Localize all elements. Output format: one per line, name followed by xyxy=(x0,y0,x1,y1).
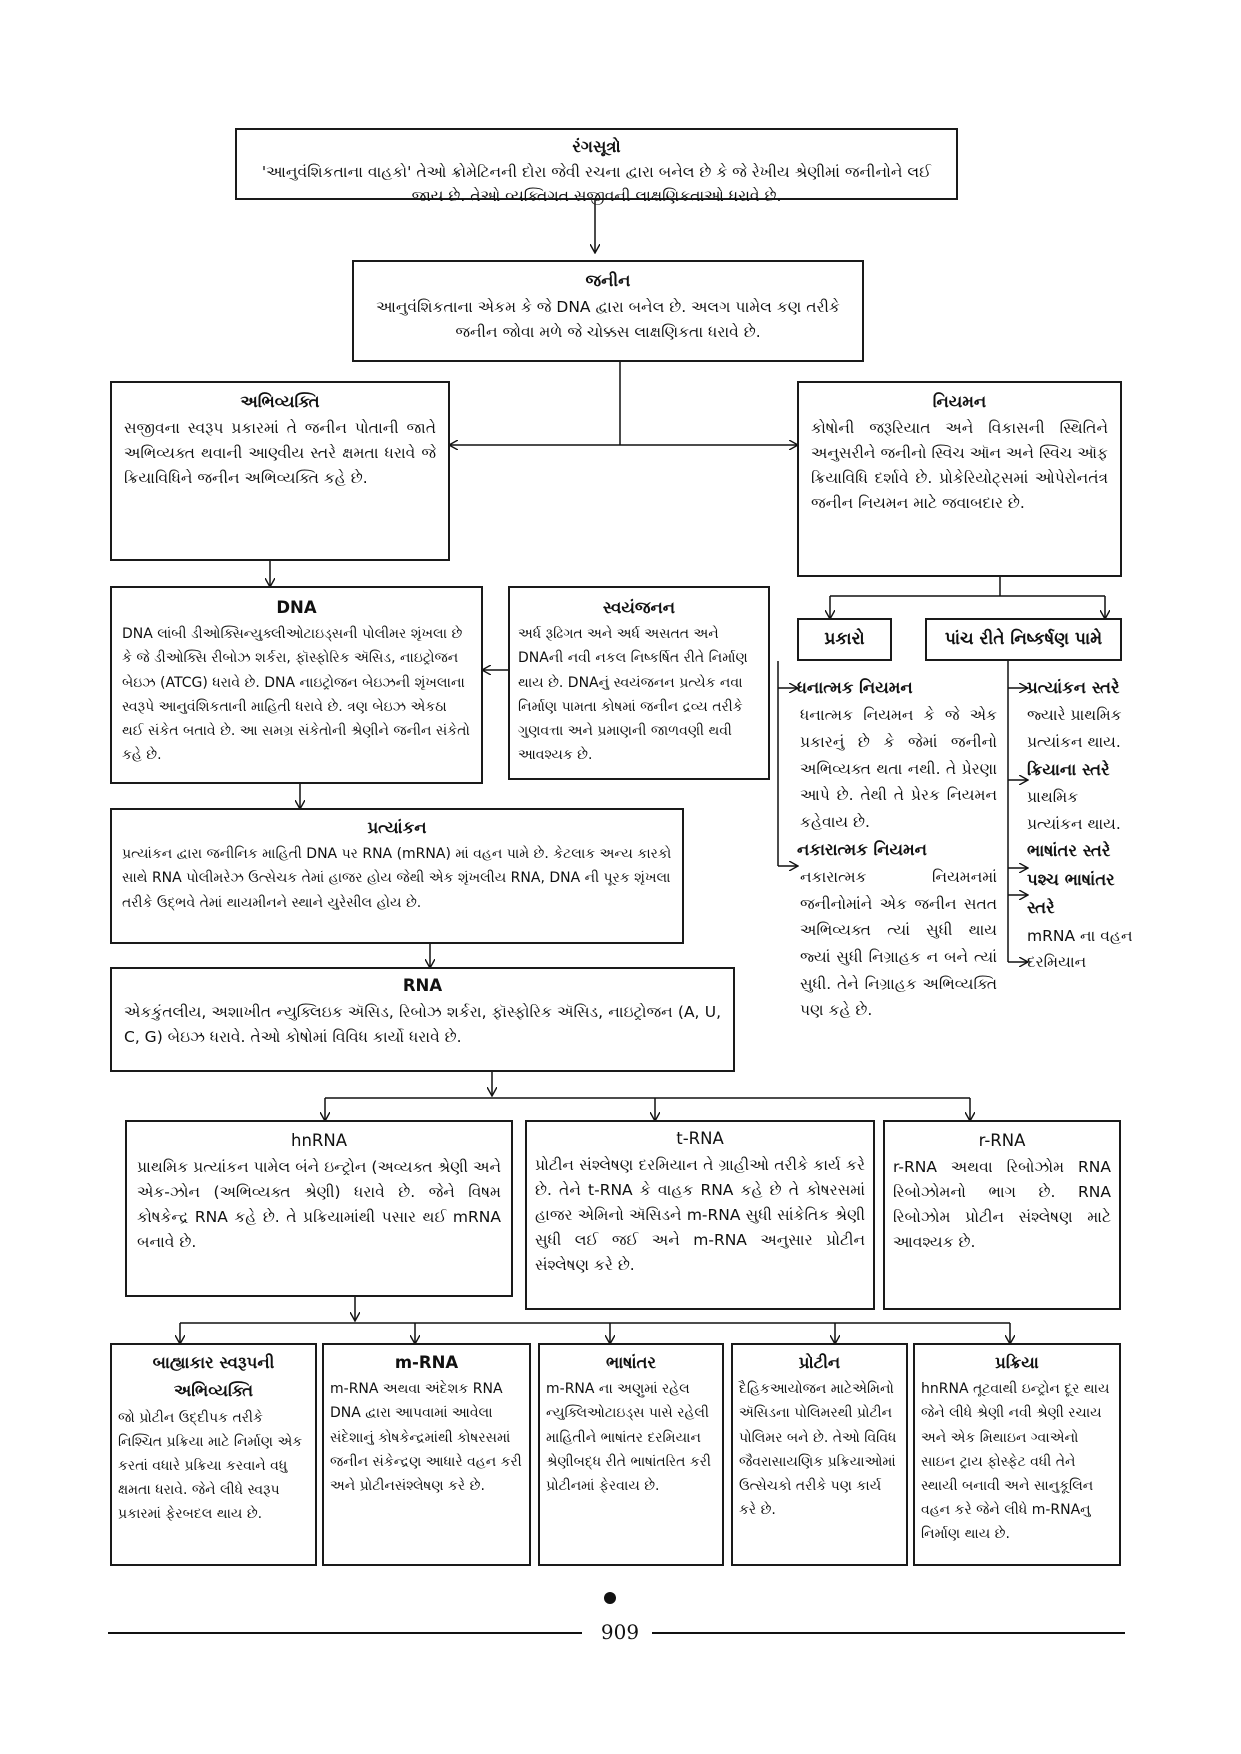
positive-regulation-text: ધનાત્મક નિયમન કે જે એક પ્રકારનું છે કે જેમાં જનીનો અભિવ્યક્ત થતા નથી. તે પ્રેરણા આપે છે. તેથી તે પ્રેરક નિયમન કહેવાય છે. xyxy=(800,706,997,831)
level-processing-text: પ્રાથમિક પ્રત્યાંકન થાય. xyxy=(1027,788,1121,833)
dna-title: DNA xyxy=(276,598,317,617)
trna-text: પ્રોટીન સંશ્લેષણ દરમિયાન તે ગ્રાહીઓ તરીકે કાર્ય કરે છે. તેને t-RNA કે વાહક RNA કહે છે તે કોષરસમાં હાજર એમિનો ઍસિડને m-RNA સુધી સાંકેતિક શ્રેણી સુધી લઈ જઈ અને m-RNA અનુસાર પ્રોટીન સંશ્લેષણ કરે છે. xyxy=(535,1155,865,1275)
replication-box xyxy=(508,586,770,780)
translation-title: ભાષાંતર xyxy=(606,1353,656,1372)
trna-box xyxy=(525,1120,875,1310)
hnrna-title: hnRNA xyxy=(290,1131,347,1150)
gene-box xyxy=(352,260,864,362)
positive-regulation-title: ધનાત્મક નિયમન xyxy=(797,678,913,697)
replication-text: અર્ધ રૂઢિગત અને અર્ધ અસતત અને DNAની નવી નકલ નિષ્કર્ષિત રીતે નિર્માણ થાય છે. DNAનું સ્વયંજનન પ્રત્યેક નવા નિર્માણ પામતા કોષમાં જનીન દ્રવ્ય તરીકે ગુણવત્તા અને પ્રમાણની જાળવણી થવી આવશ્યક છે. xyxy=(518,626,748,763)
level-mrna-transport-text: mRNA ના વહન દરમિયાન xyxy=(1027,926,1133,972)
five-ways-label-box xyxy=(925,618,1122,661)
processing-box xyxy=(913,1343,1121,1566)
regulation-text: કોષોની જરૂરિયાત અને વિકાસની સ્થિતિને અનુસરીને જનીનો સ્વિચ ઑન અને સ્વિચ ઑફ ક્રિયાવિધિ દર્શાવે છે. પ્રોકેરિયોટ્સમાં ઓપેરોનતંત્ર જનીન નિયમન માટે જવાબદાર છે. xyxy=(811,418,1108,513)
level-transcription-title: પ્રત્યાંકન સ્તરે xyxy=(1027,678,1120,697)
expression-title: અભિવ્યક્તિ xyxy=(240,392,320,411)
transcription-box xyxy=(110,808,684,944)
rrna-title: r-RNA xyxy=(978,1131,1026,1150)
gene-title: જનીન xyxy=(585,271,631,290)
rna-box xyxy=(110,967,735,1072)
dna-text: DNA લાંબી ડીઓક્સિન્યુક્લીઓટાઇડ્સની પોલીમર શૃંખલા છે કે જે ડીઓક્સિ રીબોઝ શર્કરા, ફૉસ્ફોરિક ઍસિડ, નાઇટ્રોજન બેઇઝ (ATCG) ધરાવે છે. DNA નાઇટ્રોજન બેઇઝની શૃંખલાના સ્વરૂપે આનુવંશિકતાની માહિતી ધરાવે છે. ત્રણ બેઇઝ એકઠા થઈ સંકેત બતાવે છે. આ સમગ્ર સંકેતોની શ્રેણીને જનીન સંકેતો કહે છે. xyxy=(122,626,470,763)
translation-text: m-RNA ના અણુમાં રહેલ ન્યુક્લિઓટાઇડ્સ પાસે રહેલી માહિતીને ભાષાંતર દરમિયાન શ્રેણીબદ્ધ રીતે ભાષાંતરિત કરી પ્રોટીનમાં ફેરવાય છે. xyxy=(546,1381,711,1494)
transcription-title: પ્રત્યાંકન xyxy=(367,818,427,837)
transcription-text: પ્રત્યાંકન દ્વારા જનીનિક માહિતી DNA પર RNA (mRNA) માં વહન પામે છે. કેટલાક અન્ય કારકો સાથે RNA પોલીમરેઝ ઉત્સેચક તેમાં હાજર હોય જેથી એક શૃંખલીય RNA, DNA ની પૂરક શૃંખલા તરીકે ઉદ્ભવે તેમાં થાયમીનને સ્થાને યુરેસીલ હોય છે. xyxy=(122,846,672,911)
negative-regulation-title: નકારાત્મક નિયમન xyxy=(797,839,927,859)
mrna-box xyxy=(322,1343,531,1566)
negative-regulation-text: નકારાત્મક નિયમનમાં જનીનોમાંને એક જનીન સતત અભિવ્યક્ત ત્યાં સુધી થાય જ્યાં સુધી નિગ્રાહક ન બને ત્યાં સુધી. તેને નિગ્રાહક અભિવ્યક્તિ પણ કહે છે. xyxy=(800,868,997,1020)
rrna-text: r-RNA અથવા રિબોઝોમ RNA રિબોઝોમનો ભાગ છે. RNA રિબોઝોમ પ્રોટીન સંશ્લેષણ માટે આવશ્યક છે. xyxy=(893,1157,1111,1252)
mrna-title: m-RNA xyxy=(394,1353,459,1372)
protein-text: દૈહિકઆયોજન માટેએમિનો ઍસિડના પોલિમરથી પ્રોટીન પોલિમર બને છે. તેઓ વિવિધ જૈવરાસાયણિક પ્રક્રિયાઓમાં ઉત્સેચકો તરીકે પણ કાર્ય કરે છે. xyxy=(739,1381,897,1518)
level-translation-title: ભાષાંતર સ્તરે xyxy=(1027,841,1111,861)
page-number: 909 xyxy=(600,1620,640,1644)
gene-text: આનુવંશિકતાના એકમ કે જે DNA દ્વારા બનેલ છે. અલગ પામેલ કણ તરીકે જનીન જોવા મળે જે ચોક્કસ લાક્ષણિકતા ધરાવે છે. xyxy=(376,297,840,341)
hnrna-text: પ્રાથમિક પ્રત્યાંકન પામેલ બંને ઇન્ટ્રોન (અવ્યક્ત શ્રેણી અને એક-ઝોન (અભિવ્યક્ત શ્રેણી) ધરાવે છે. જેને વિષમ કોષકેન્દ્ર RNA કહે છે. તે પ્રક્રિયામાંથી પસાર થઈ mRNA બનાવે છે. xyxy=(137,1157,501,1252)
replication-title: સ્વયંજનન xyxy=(602,598,676,617)
translation-box xyxy=(538,1343,724,1566)
chromosome-box xyxy=(235,128,958,205)
dna-box xyxy=(110,586,483,784)
rna-text: એકકુંતલીય, અશાખીત ન્યુક્લિઇક ઍસિડ, રિબોઝ શર્કરા, ફૉસ્ફોરિક ઍસિડ, નાઇટ્રોજન (A, U, C, G) બેઇઝ ધરાવે. તેઓ કોષોમાં વિવિધ કાર્યો ધરાવે છે. xyxy=(124,1002,721,1046)
regulation-types-list xyxy=(797,674,997,1024)
phenotype-expression-title: બાહ્યાકાર સ્વરૂપની અભિવ્યક્તિ xyxy=(152,1353,275,1401)
level-transcription-text: જ્યારે પ્રાથમિક પ્રત્યાંકન થાય. xyxy=(1027,706,1122,752)
hnrna-box xyxy=(125,1120,513,1297)
rrna-box xyxy=(883,1120,1121,1310)
types-label-box xyxy=(797,618,892,661)
bullet-dot xyxy=(604,1592,616,1604)
regulation-title: નિયમન xyxy=(932,392,987,411)
expression-text: સજીવના સ્વરૂપ પ્રકારમાં તે જનીન પોતાની જાતે અભિવ્યક્ત થવાની આણ્વીય સ્તરે ક્ષમતા ધરાવે જે ક્રિયાવિધિને જનીન અભિવ્યક્તિ કહે છે. xyxy=(124,418,436,487)
phenotype-expression-box xyxy=(110,1343,317,1566)
regulation-levels-list xyxy=(1027,674,1137,976)
phenotype-expression-text: જો પ્રોટીન ઉદ્દીપક તરીકે નિશ્ચિત પ્રક્રિયા માટે નિર્માણ એક કરતાં વધારે પ્રક્રિયા કરવાને વધુ ક્ષમતા ધરાવે. જેને લીધે સ્વરૂપ પ્રકારમાં ફેરબદલ થાય છે. xyxy=(118,1409,303,1523)
level-post-translation-title: પશ્ચ ભાષાંતર સ્તરે xyxy=(1027,869,1115,918)
protein-box xyxy=(731,1343,908,1566)
five-ways-label: પાંચ રીતે નિષ્કર્ષણ પામે xyxy=(944,629,1103,649)
types-label: પ્રકારો xyxy=(824,629,865,649)
mrna-text: m-RNA અથવા અંદેશક RNA DNA દ્વારા આપવામાં આવેલા સંદેશાનું કોષકેન્દ્રમાંથી કોષરસમાં જનીન સંકેન્દ્રણ આધારે વહન કરી અને પ્રોટીનસંશ્લેષણ કરે છે. xyxy=(330,1381,522,1494)
trna-title: t-RNA xyxy=(676,1129,724,1148)
regulation-box xyxy=(797,381,1122,577)
level-processing-title: ક્રિયાના સ્તરે xyxy=(1027,759,1110,779)
rna-title: RNA xyxy=(402,976,443,995)
expression-box xyxy=(110,381,450,561)
processing-title: પ્રક્રિયા xyxy=(995,1353,1039,1372)
chromosome-text: 'આનુવંશિકતાના વાહકો' તેઓ ક્રોમેટિનની દોરા જેવી રચના દ્વારા બનેલ છે કે જે રેખીય શ્રેણીમાં જનીનોને લઈ જાય છે. તેઓ વ્યક્તિગત સજીવની લાક્ષણિકતાઓ ધરાવે છે. xyxy=(261,162,932,205)
chromosome-title: રંગસૂત્રો xyxy=(572,137,621,156)
protein-title: પ્રોટીન xyxy=(798,1353,841,1372)
processing-text: hnRNA તૂટવાથી ઇન્ટ્રોન દૂર થાય જેને લીધે શ્રેણી નવી શ્રેણી રચાય અને એક મિથાઇન ગ્વાએનો સાઇન ટ્રાય ફોસ્ફેટ વધી તેને સ્થાયી બનાવી અને સાનુકૂલિન વહન કરે જેને લીધે m-RNAનુ નિર્માણ થાય છે. xyxy=(921,1381,1110,1542)
